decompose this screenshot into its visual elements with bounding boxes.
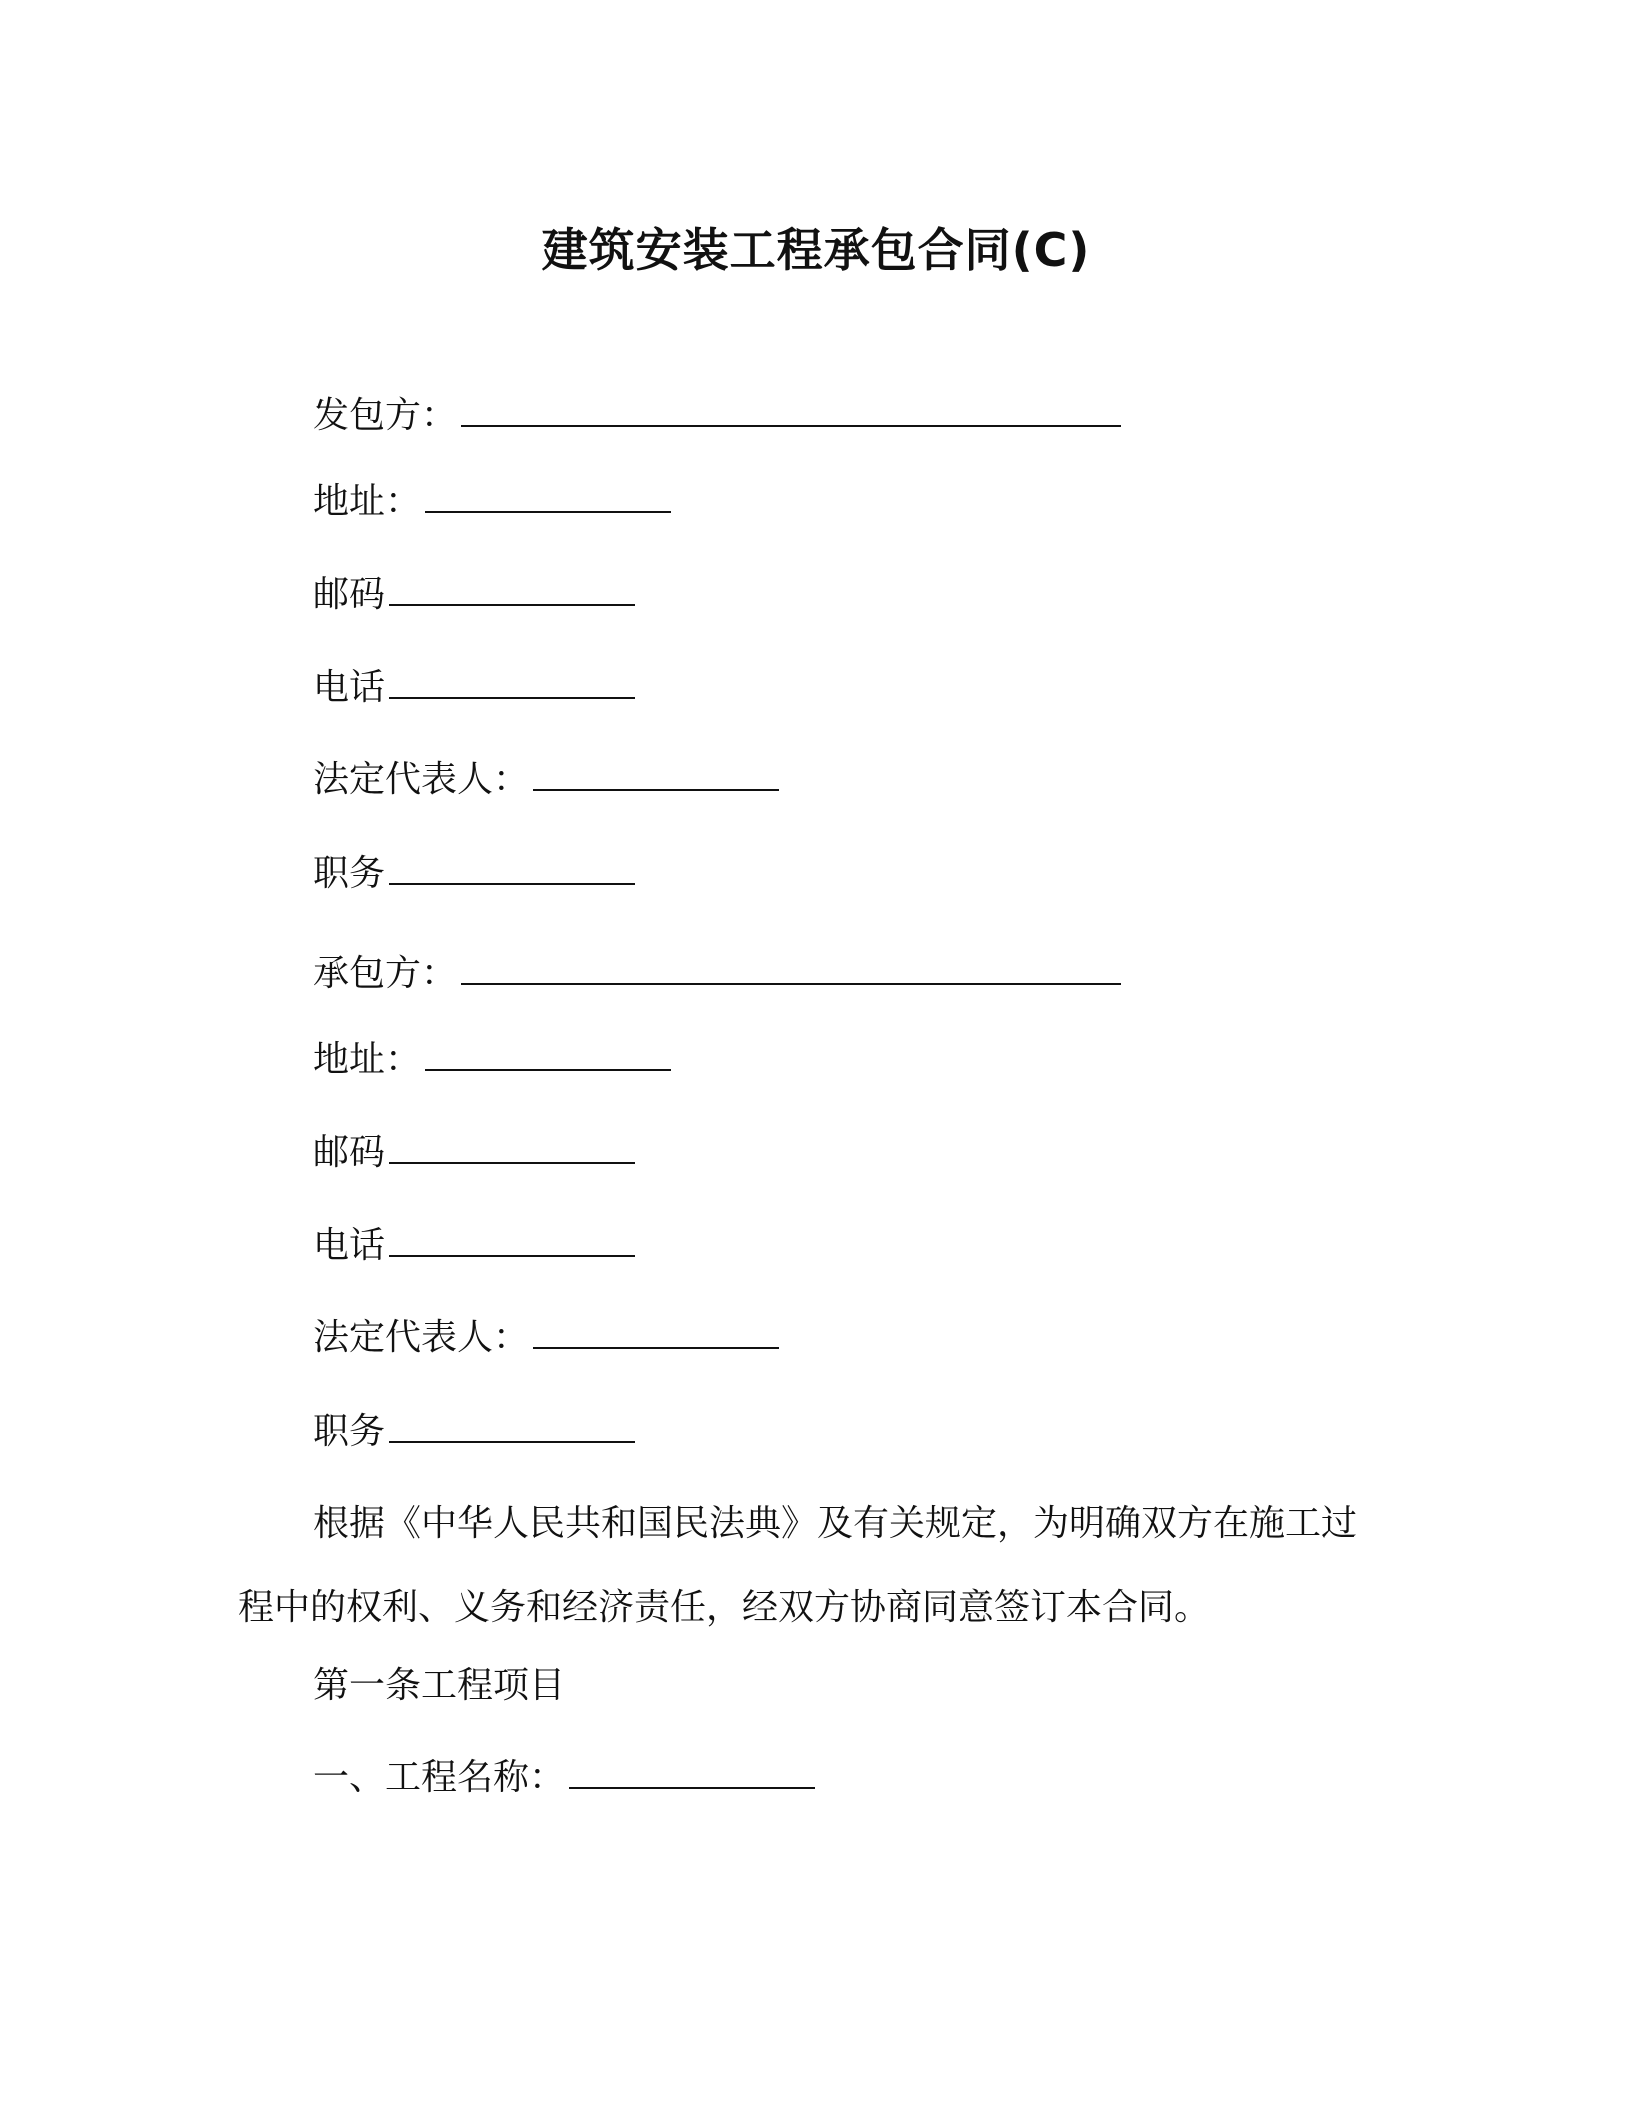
party-a-position-blank[interactable] xyxy=(389,851,635,885)
party-a-rep-blank[interactable] xyxy=(533,757,779,791)
party-b-phone-label: 电话 xyxy=(313,1225,386,1266)
party-b-address-label: 地址： xyxy=(313,1039,422,1080)
party-b-postcode-field xyxy=(313,1129,635,1177)
party-b-name-field xyxy=(313,950,1121,998)
party-b-name-blank[interactable] xyxy=(461,951,1121,985)
party-a-address-field xyxy=(313,478,671,526)
party-b-position-blank[interactable] xyxy=(389,1409,635,1443)
party-b-position-field xyxy=(313,1408,635,1456)
party-a-address-blank[interactable] xyxy=(425,479,671,513)
party-a-position-label: 职务 xyxy=(313,853,386,894)
party-b-postcode-blank[interactable] xyxy=(389,1130,635,1164)
party-b-postcode-label: 邮码 xyxy=(313,1132,386,1173)
party-a-phone-field xyxy=(313,664,635,712)
party-b-phone-blank[interactable] xyxy=(389,1223,635,1257)
party-b-name-label: 承包方： xyxy=(313,953,458,994)
party-a-phone-blank[interactable] xyxy=(389,665,635,699)
preamble-paragraph xyxy=(238,1482,1358,1650)
party-a-rep-field xyxy=(313,756,779,804)
party-b-rep-blank[interactable] xyxy=(533,1315,779,1349)
party-b-rep-label: 法定代表人： xyxy=(313,1317,530,1358)
party-a-name-label: 发包方： xyxy=(313,395,458,436)
project-name-field xyxy=(313,1754,815,1802)
party-a-address-label: 地址： xyxy=(313,481,422,522)
party-b-rep-field xyxy=(313,1314,779,1362)
party-b-phone-field xyxy=(313,1222,635,1270)
party-b-address-blank[interactable] xyxy=(425,1037,671,1071)
party-a-phone-label: 电话 xyxy=(313,667,386,708)
party-a-name-field xyxy=(313,392,1121,440)
document-title: 建筑安装工程承包合同(C) xyxy=(541,223,1091,277)
project-name-blank[interactable] xyxy=(569,1755,815,1789)
party-a-postcode-field xyxy=(313,571,635,619)
party-a-postcode-blank[interactable] xyxy=(389,572,635,606)
article-1-heading xyxy=(313,1662,565,1710)
article-1-heading-text: 第一条工程项目 xyxy=(313,1665,566,1706)
party-a-postcode-label: 邮码 xyxy=(313,574,386,615)
preamble-text: 根据《中华人民共和国民法典》及有关规定，为明确双方在施工过程中的权利、义务和经济责任，经双方协商同意签订本合同。 xyxy=(238,1503,1358,1628)
party-b-address-field xyxy=(313,1036,671,1084)
party-a-position-field xyxy=(313,850,635,898)
party-a-rep-label: 法定代表人： xyxy=(313,759,530,800)
party-a-name-blank[interactable] xyxy=(461,393,1121,427)
project-name-label: 一、工程名称： xyxy=(313,1757,566,1798)
party-b-position-label: 职务 xyxy=(313,1411,386,1452)
